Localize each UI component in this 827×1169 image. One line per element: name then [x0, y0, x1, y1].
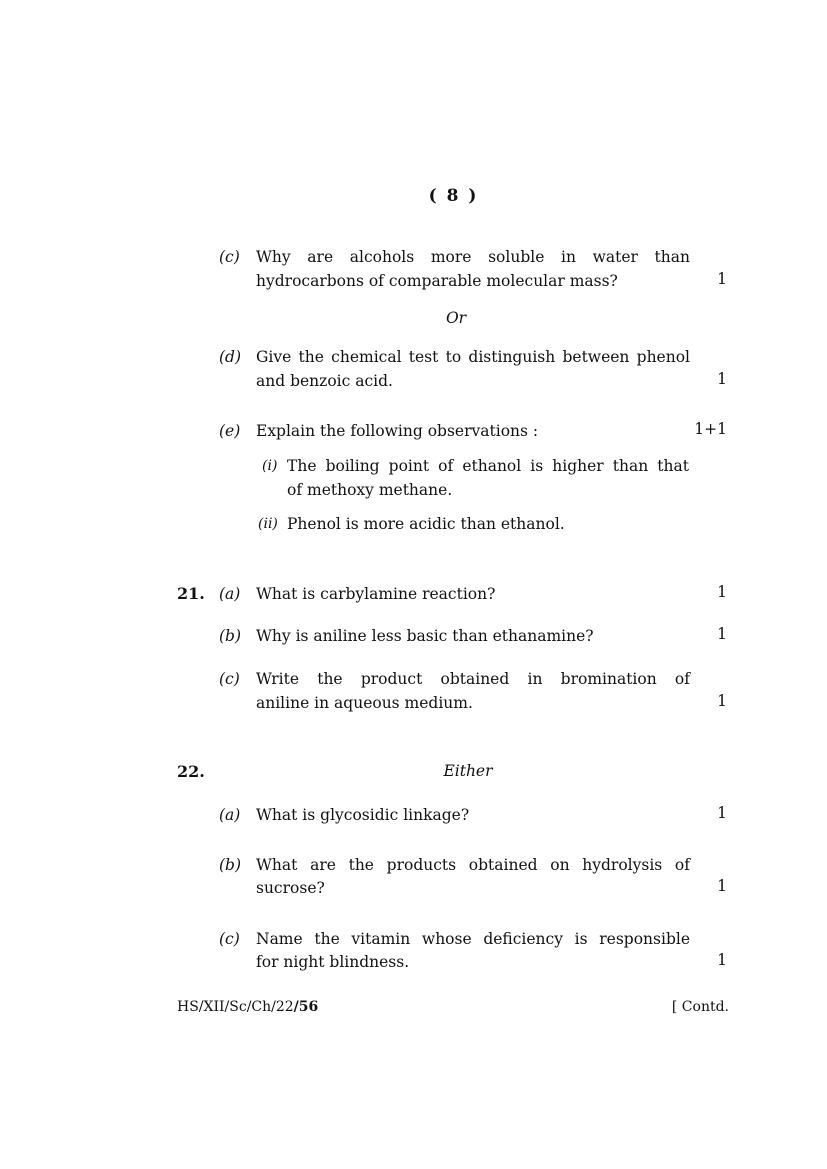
question-line: for night blindness. — [256, 953, 410, 971]
question-line: Why is aniline less basic than ethanamine? — [256, 627, 594, 645]
question-line: What are the products obtained on hydrolysis of — [256, 856, 690, 874]
marks: 1 — [717, 804, 727, 822]
subquestion-label: (ii) — [258, 516, 278, 532]
paper-code — [177, 999, 318, 1015]
question-line: sucrose? — [256, 879, 325, 897]
subquestion-line: of methoxy methane. — [287, 481, 453, 499]
page-number: ( 8 ) — [428, 186, 479, 206]
marks: 1 — [717, 270, 727, 288]
question-label: (a) — [219, 585, 241, 603]
question-label: (a) — [219, 806, 241, 824]
subquestion-line: Phenol is more acidic than ethanol. — [287, 515, 565, 533]
question-number: 21. — [177, 584, 205, 603]
continued-note: [ Contd. — [671, 999, 729, 1015]
marks: 1+1 — [694, 420, 727, 438]
question-line: What is carbylamine reaction? — [256, 585, 496, 603]
question-label: (d) — [219, 348, 242, 366]
question-line: Name the vitamin whose deficiency is responsible — [256, 930, 690, 948]
paper-code-prefix: HS/XII/Sc/Ch/22 — [177, 999, 294, 1015]
question-label: (e) — [219, 422, 241, 440]
paper-code-bold: /56 — [293, 999, 319, 1015]
marks: 1 — [717, 951, 727, 969]
question-number: 22. — [177, 762, 205, 781]
marks: 1 — [717, 583, 727, 601]
question-line: Explain the following observations : — [256, 422, 539, 440]
question-line: and benzoic acid. — [256, 372, 393, 390]
question-label: (b) — [219, 856, 242, 874]
or-separator: Or — [445, 309, 467, 327]
marks: 1 — [717, 877, 727, 895]
question-label: (c) — [219, 670, 240, 688]
question-label: (c) — [219, 248, 240, 266]
question-line: Why are alcohols more soluble in water than — [256, 248, 690, 266]
marks: 1 — [717, 370, 727, 388]
subquestion-line: The boiling point of ethanol is higher than that — [287, 457, 689, 475]
marks: 1 — [717, 625, 727, 643]
marks: 1 — [717, 692, 727, 710]
question-line: What is glycosidic linkage? — [256, 806, 470, 824]
question-line: Write the product obtained in bromination of — [256, 670, 690, 688]
either-heading: Either — [443, 762, 493, 780]
question-line: Give the chemical test to distinguish between phenol — [256, 348, 690, 366]
question-line: aniline in aqueous medium. — [256, 694, 473, 712]
subquestion-label: (i) — [262, 458, 278, 474]
question-line: hydrocarbons of comparable molecular mass? — [256, 272, 618, 290]
question-label: (c) — [219, 930, 240, 948]
question-label: (b) — [219, 627, 242, 645]
